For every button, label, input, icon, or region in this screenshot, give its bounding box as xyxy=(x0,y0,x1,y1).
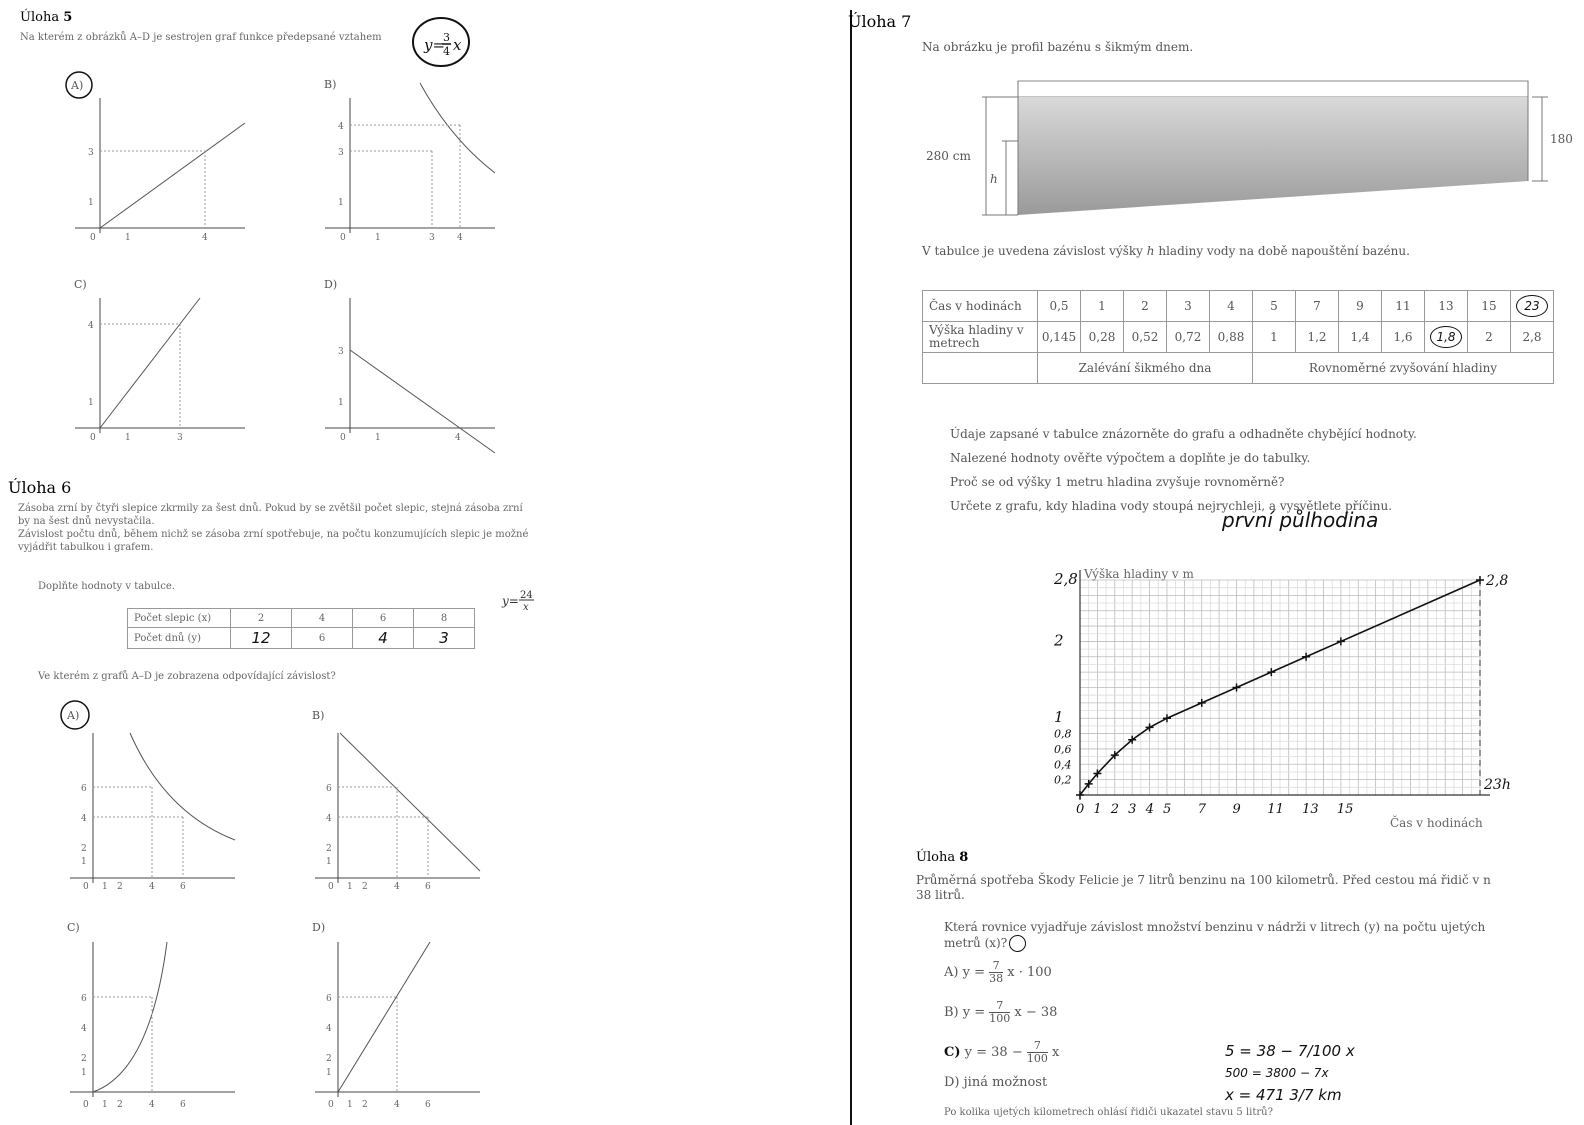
u8-option-d[interactable]: D) jiná možnost xyxy=(944,1075,1048,1090)
svg-text:1: 1 xyxy=(102,882,108,892)
u6-graph-b-label: B) xyxy=(312,709,325,722)
u7-hand-answer: první půlhodina xyxy=(1222,508,1379,532)
svg-text:4: 4 xyxy=(326,1024,332,1034)
chart-xlabel: Čas v hodinách xyxy=(1390,816,1483,830)
u5-graph-c-label: C) xyxy=(74,278,87,291)
svg-text:2: 2 xyxy=(81,844,87,854)
u8-option-b[interactable]: B) y = $\frac{7}{100}$ x − 38 xyxy=(944,999,1058,1025)
y-tick-label: 1 xyxy=(1054,708,1064,727)
svg-text:3: 3 xyxy=(443,31,450,44)
svg-text:2: 2 xyxy=(117,882,123,892)
circled-mark-icon xyxy=(1009,935,1026,952)
u8-question: Která rovnice vyjadřuje závislost množství benzinu v nádrži v litrech (y) na počtu ujetých metrů (x)? xyxy=(944,920,1486,950)
x-tick-label: 3 xyxy=(1128,802,1137,817)
u7-zone-2: Rovnoměrné zvyšování hladiny xyxy=(1253,353,1554,384)
data-point xyxy=(1163,714,1171,722)
u7-zone-1: Zalévání šikmého dna xyxy=(1038,353,1253,384)
svg-text:4: 4 xyxy=(202,233,208,243)
svg-text:0: 0 xyxy=(90,233,96,243)
u7-table-row xyxy=(923,353,1554,384)
y-tick-label: 2,8 xyxy=(1054,570,1078,588)
svg-text:4: 4 xyxy=(81,814,87,824)
svg-text:1: 1 xyxy=(125,433,131,443)
svg-text:1: 1 xyxy=(81,857,87,867)
svg-text:0: 0 xyxy=(83,1100,89,1110)
u8-cut-text: Po kolika ujetých kilometrech ohlásí řidiči ukazatel stavu 5 litrů? xyxy=(944,1107,1273,1118)
u6-question: Ve kterém z grafů A–D je zobrazena odpovídající závislost? xyxy=(38,671,336,682)
u6-table-row: Počet slepic (x) 2 4 6 8 xyxy=(128,609,475,628)
svg-text:1: 1 xyxy=(326,857,332,867)
u5-graph-d[interactable] xyxy=(310,268,510,463)
pool-left-dim: 280 cm xyxy=(926,149,971,163)
data-point xyxy=(1267,668,1275,676)
data-point xyxy=(1302,653,1310,661)
u6-fill-text: Doplňte hodnoty v tabulce. xyxy=(38,581,175,592)
svg-text:4: 4 xyxy=(326,814,332,824)
x-tick-label: 11 xyxy=(1267,802,1284,817)
x-tick-label: 9 xyxy=(1232,802,1241,817)
y-tick-label: 2 xyxy=(1054,631,1064,650)
svg-text:6: 6 xyxy=(326,994,332,1004)
u6-graph-b[interactable] xyxy=(300,698,490,903)
u8-option-c[interactable]: C) y = 38 − $\frac{7}{100}$ x xyxy=(944,1039,1060,1065)
x-tick-label: 7 xyxy=(1197,802,1207,817)
svg-text:6: 6 xyxy=(180,882,186,892)
u7-filled-1-8: 1,8 xyxy=(1430,326,1461,348)
u7-table-row: Čas v hodinách 0,5 1 2 3 4 5 7 9 11 13 15 23 xyxy=(923,291,1554,322)
u5-text: Na kterém z obrázků A–D je sestrojen graf funkce předepsané vztahem xyxy=(20,32,382,43)
end-label-y: 2,8 xyxy=(1486,573,1509,589)
u5-graph-b-label: B) xyxy=(324,78,337,91)
svg-text:1: 1 xyxy=(375,233,381,243)
svg-text:1: 1 xyxy=(338,398,344,408)
u6-graph-d-label: D) xyxy=(312,921,326,934)
svg-text:2: 2 xyxy=(117,1100,123,1110)
y-tick-label: 0,2 xyxy=(1054,773,1072,787)
svg-text:1: 1 xyxy=(88,198,94,208)
svg-text:3: 3 xyxy=(338,347,344,357)
svg-text:1: 1 xyxy=(375,433,381,443)
data-point xyxy=(1476,576,1484,584)
u5-graph-c[interactable] xyxy=(60,268,260,453)
page-divider xyxy=(850,10,852,1125)
u7-table-row: Výška hladiny v metrech 0,145 0,28 0,52 0,72 0,88 1 1,2 1,4 1,6 1,8 2 2,8 xyxy=(923,322,1554,353)
data-point xyxy=(1198,699,1206,707)
svg-text:0: 0 xyxy=(90,433,96,443)
end-label-x: 23h xyxy=(1484,777,1511,793)
svg-text:1: 1 xyxy=(326,1068,332,1078)
svg-text:y=: y= xyxy=(424,36,446,54)
svg-text:2: 2 xyxy=(326,844,332,854)
x-tick-label: 1 xyxy=(1093,802,1102,817)
svg-text:4: 4 xyxy=(149,882,155,892)
svg-text:0: 0 xyxy=(340,433,346,443)
svg-text:y=: y= xyxy=(502,594,519,608)
u8-title: Úloha 8 xyxy=(916,850,969,865)
svg-text:3: 3 xyxy=(338,148,344,158)
u5-graph-a-label: A) xyxy=(71,79,84,92)
u6-graph-c[interactable] xyxy=(55,912,245,1117)
chart-ylabel: Výška hladiny v m xyxy=(1084,567,1194,581)
u7-chart xyxy=(1030,540,1550,840)
svg-text:1: 1 xyxy=(88,398,94,408)
svg-text:0: 0 xyxy=(328,1100,334,1110)
data-point xyxy=(1337,637,1345,645)
pool-h-label: h xyxy=(990,172,998,186)
u5-graph-b[interactable] xyxy=(310,68,510,253)
svg-text:1: 1 xyxy=(347,882,353,892)
x-tick-label: 2 xyxy=(1110,802,1120,817)
data-point xyxy=(1233,684,1241,692)
svg-text:4: 4 xyxy=(455,433,461,443)
u7-table xyxy=(922,290,1554,384)
u6-graph-d[interactable] xyxy=(300,912,490,1117)
x-tick-label: 15 xyxy=(1336,802,1354,817)
u6-table-row: Počet dnů (y) 12 6 4 3 xyxy=(128,628,475,649)
u5-hand-formula xyxy=(410,14,474,70)
pool-right-dim: 180 xyxy=(1550,132,1573,146)
u6-table xyxy=(127,608,475,649)
svg-text:6: 6 xyxy=(180,1100,186,1110)
svg-text:4: 4 xyxy=(443,45,450,58)
x-tick-label: 4 xyxy=(1145,802,1154,817)
u5-title: Úloha 5 xyxy=(20,10,73,25)
svg-text:0: 0 xyxy=(328,882,334,892)
u7-questions: Údaje zapsané v tabulce znázorněte do grafu a odhadněte chybějící hodnoty. Nalezené hodnoty ověřte výpočtem a doplňte je do tabulky. Proč se od výšky 1 metru hladina zvyšuje rovnoměrně? Určete z grafu, kdy hladina vody stoupá nejrychleji, a vysvětlete příčinu. xyxy=(950,427,1417,513)
y-tick-label: 0,6 xyxy=(1054,742,1072,756)
u6-graph-a[interactable] xyxy=(55,698,245,903)
svg-text:6: 6 xyxy=(425,882,431,892)
svg-text:1: 1 xyxy=(125,233,131,243)
u6-graph-c-label: C) xyxy=(67,921,80,934)
u6-text: Zásoba zrní by čtyři slepice zkrmily za šest dnů. Pokud by se zvětšil počet slepic, stejná zásoba zrní by na šest dnů nevystačila. Závislost počtu dnů, během nichž se zásoba zrní spotřebuje, na počtu konzumujících slepic je možné vyjádřit tabulkou i grafem. xyxy=(18,503,529,553)
svg-text:2: 2 xyxy=(362,882,368,892)
u6-graph-a-label: A) xyxy=(67,709,80,722)
u5-graph-a[interactable] xyxy=(60,68,260,253)
svg-text:4: 4 xyxy=(88,321,94,331)
svg-text:6: 6 xyxy=(326,784,332,794)
svg-text:3: 3 xyxy=(88,148,94,158)
svg-text:3: 3 xyxy=(429,233,435,243)
svg-text:x: x xyxy=(453,36,462,54)
u6-hand-formula xyxy=(500,585,560,615)
svg-text:1: 1 xyxy=(102,1100,108,1110)
svg-text:4: 4 xyxy=(457,233,463,243)
x-tick-label: 5 xyxy=(1162,802,1172,817)
u8-text: Průměrná spotřeba Škody Felicie je 7 litrů benzinu na 100 kilometrů. Před cestou má řidič v n 38 litrů. xyxy=(916,873,1491,902)
svg-text:6: 6 xyxy=(81,994,87,1004)
svg-text:4: 4 xyxy=(394,882,400,892)
svg-text:2: 2 xyxy=(362,1100,368,1110)
svg-text:4: 4 xyxy=(81,1024,87,1034)
u7-filled-23: 23 xyxy=(1516,295,1547,317)
pool-profile-diagram xyxy=(922,75,1584,225)
svg-text:2: 2 xyxy=(81,1054,87,1064)
x-tick-label: 0 xyxy=(1076,802,1085,817)
svg-text:0: 0 xyxy=(340,233,346,243)
svg-text:3: 3 xyxy=(177,433,183,443)
svg-text:4: 4 xyxy=(149,1100,155,1110)
svg-text:4: 4 xyxy=(338,122,344,132)
svg-text:x: x xyxy=(523,602,529,613)
u8-hand-work: 5 = 38 − 7/100 x 500 = 3800 − 7x x = 471 3/7 km xyxy=(1225,1042,1355,1104)
u7-title: Úloha 7 xyxy=(848,12,912,31)
svg-text:1: 1 xyxy=(81,1068,87,1078)
u5-graph-d-label: D) xyxy=(324,278,338,291)
y-tick-label: 0,8 xyxy=(1054,727,1072,741)
svg-text:1: 1 xyxy=(347,1100,353,1110)
svg-text:4: 4 xyxy=(394,1100,400,1110)
x-tick-label: 13 xyxy=(1302,802,1319,817)
u7-table-intro: V tabulce je uvedena závislost výšky h hladiny vody na době napouštění bazénu. xyxy=(922,244,1410,258)
svg-text:1: 1 xyxy=(338,198,344,208)
svg-text:24: 24 xyxy=(520,590,533,601)
svg-text:0: 0 xyxy=(83,882,89,892)
y-tick-label: 0,4 xyxy=(1054,758,1072,772)
u6-title: Úloha 6 xyxy=(8,478,72,497)
u7-intro: Na obrázku je profil bazénu s šikmým dnem. xyxy=(922,40,1194,54)
svg-text:6: 6 xyxy=(81,784,87,794)
svg-text:2: 2 xyxy=(326,1054,332,1064)
svg-text:6: 6 xyxy=(425,1100,431,1110)
u8-option-a[interactable]: A) y = $\frac{7}{38}$ x · 100 xyxy=(944,959,1052,985)
